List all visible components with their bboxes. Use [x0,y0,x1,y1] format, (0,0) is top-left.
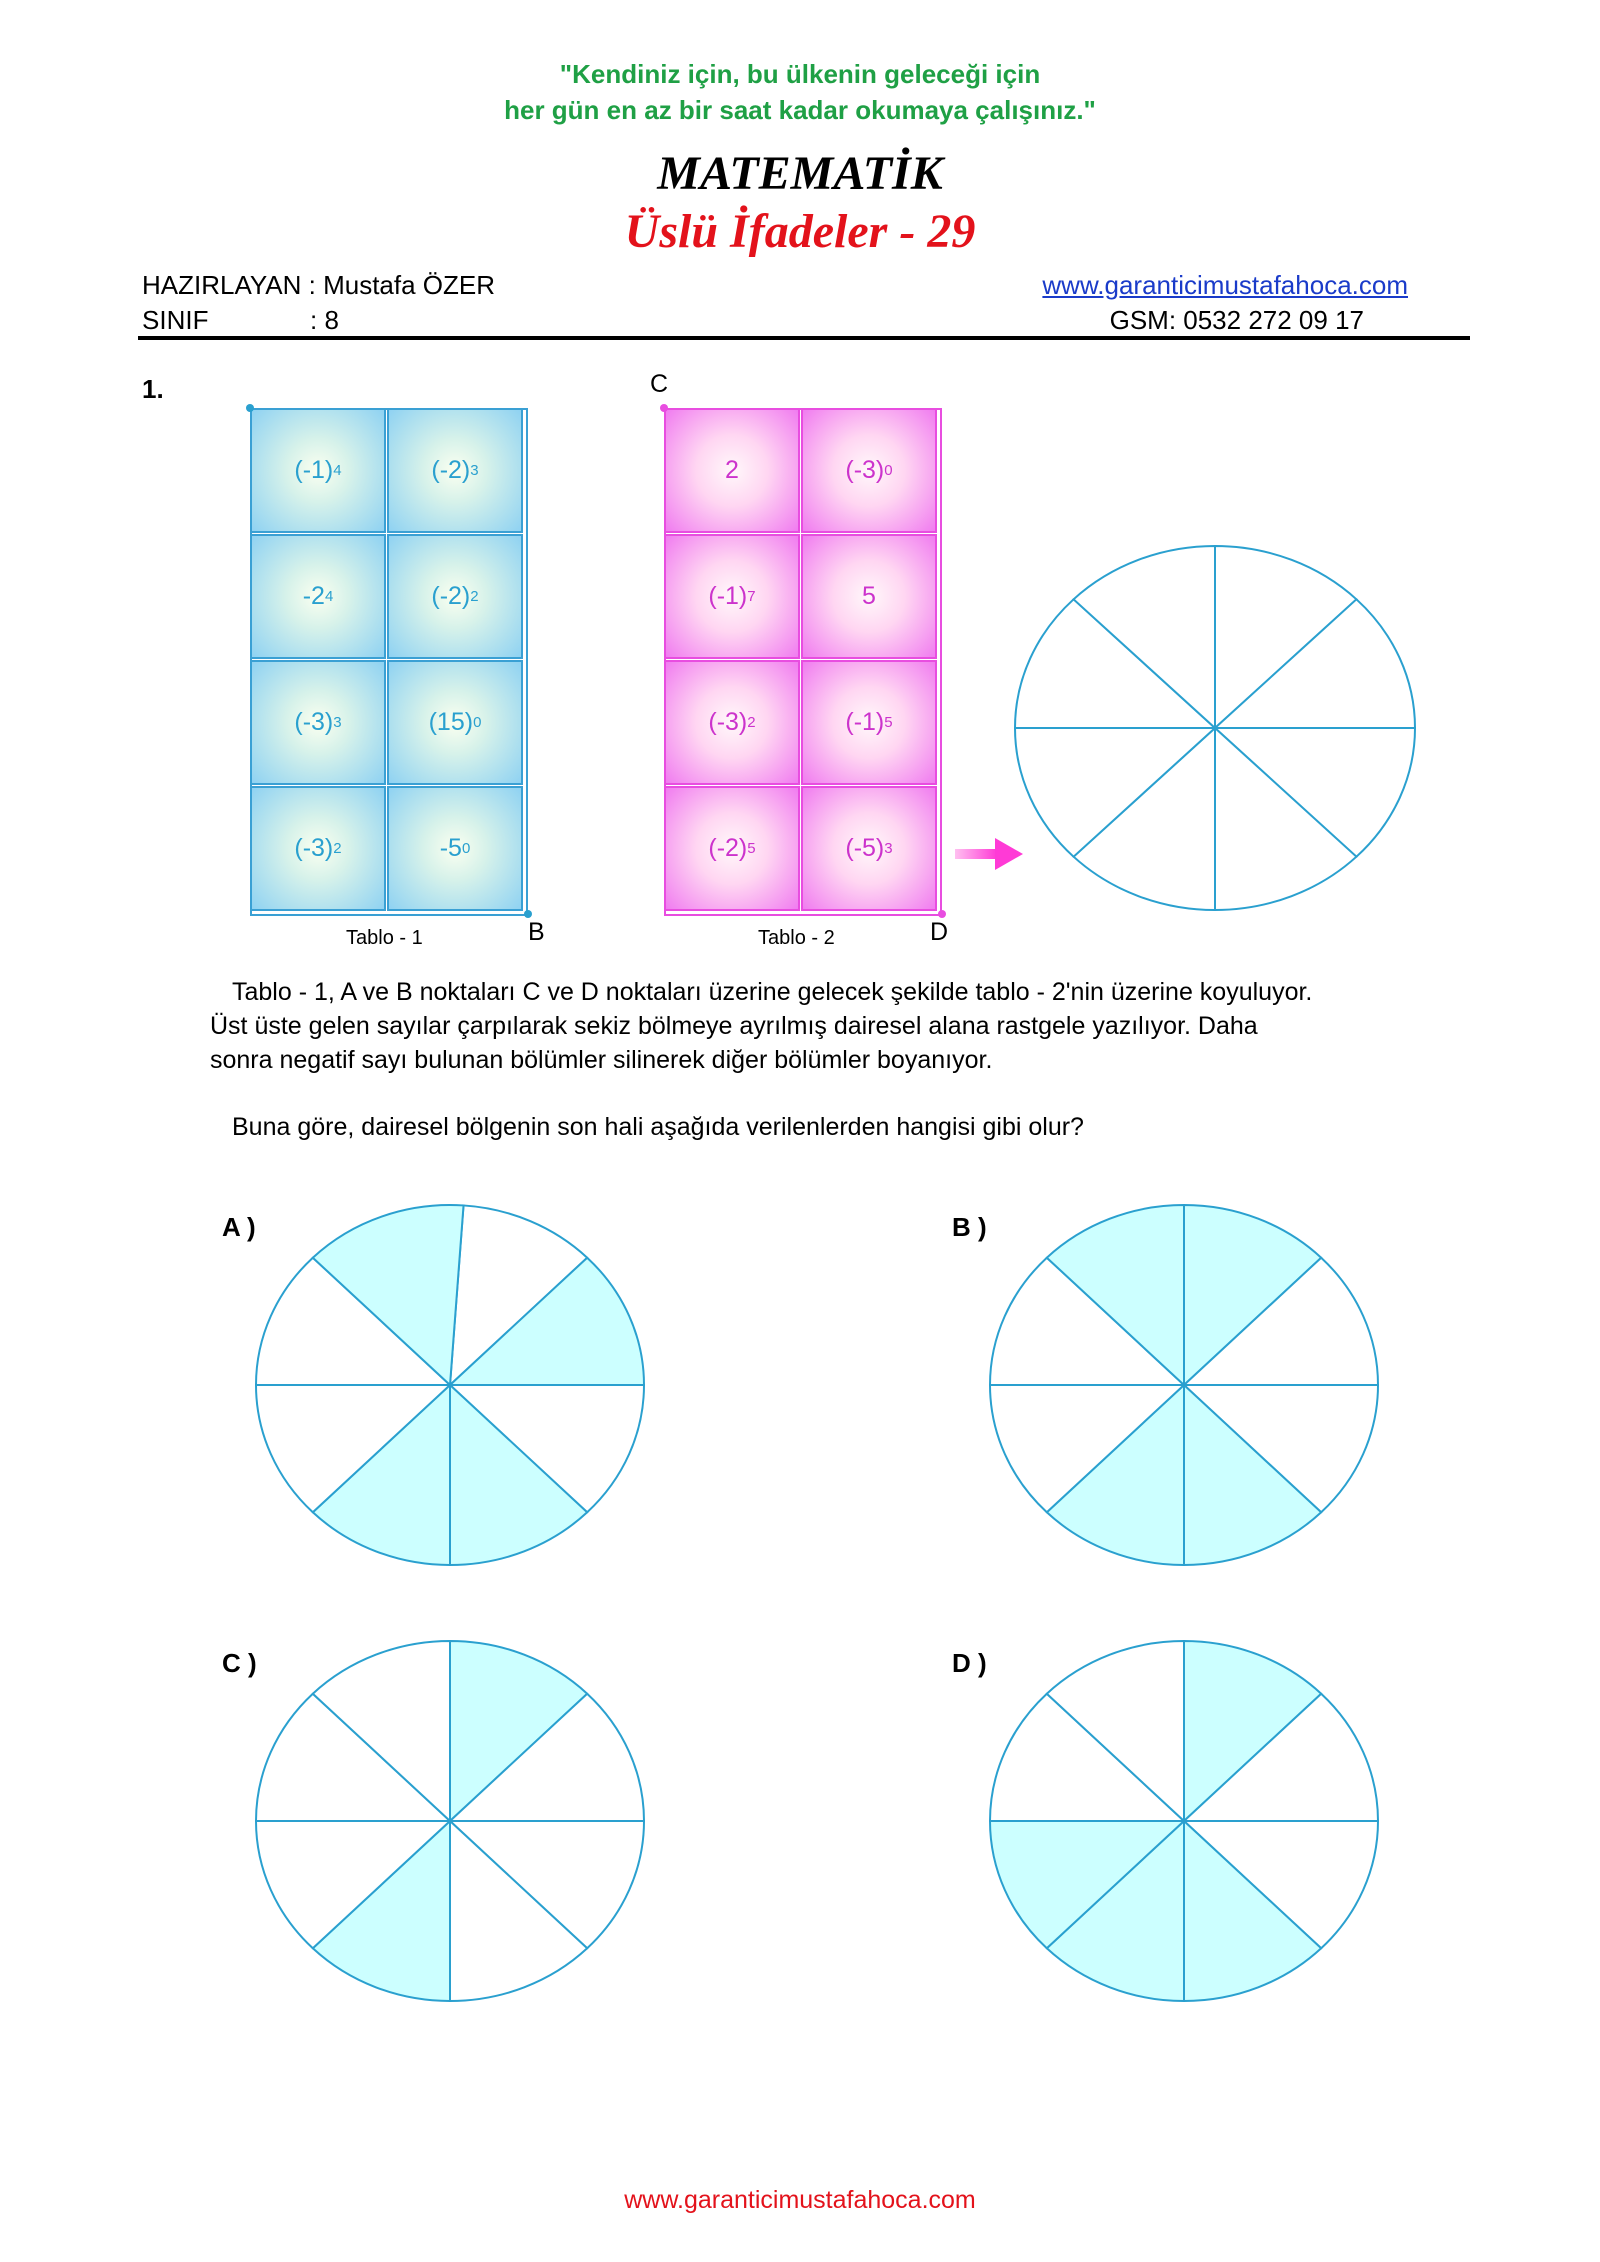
cell-base: (-3) [294,708,334,736]
question-prompt: Buna göre, dairesel bölgenin son hali aşağıda verilenlerden hangisi gibi olur? [232,1113,1084,1141]
subject-title: MATEMATİK [657,147,943,200]
cell-base: 2 [725,456,739,484]
class-value: : 8 [310,305,339,335]
question-text-line-2: Üst üste gelen sayılar çarpılarak sekiz bölmeye ayrılmış dairesel alana rastgele yazılıyor. Daha [210,1012,1258,1040]
cell-exponent: 4 [324,588,334,605]
option-d-label[interactable]: D ) [952,1648,987,1678]
cell-base: (-3) [708,708,748,736]
footer-website: www.garanticimustafahoca.com [624,2186,976,2214]
author-label: HAZIRLAYAN : Mustafa ÖZER [142,270,496,300]
empty-circle-region [1010,542,1420,914]
option-a-circle[interactable] [250,1200,650,1570]
point-c-marker [660,404,668,412]
table-1-cell [250,534,386,659]
cell-base: (-1) [845,708,885,736]
cell-exponent: 2 [333,840,342,857]
point-d-marker [938,910,946,918]
table-2-cell [664,786,800,911]
option-a-label[interactable]: A ) [222,1212,256,1242]
table-1-cell [250,408,386,533]
quote-line-2: her gün en az bir saat kadar okumaya çalışınız." [504,95,1096,125]
table-2-cell [664,408,800,533]
point-b-label: B [528,918,545,946]
table-1-cell [387,660,523,785]
point-b-marker [524,910,532,918]
cell-exponent: 2 [470,588,479,605]
question-text-line-1: Tablo - 1, A ve B noktaları C ve D noktaları üzerine gelecek şekilde tablo - 2'nin üzerine koyuluyor. [232,978,1313,1006]
quote-line-1: "Kendiniz için, bu ülkenin geleceği için [559,59,1041,89]
table-2-cell [801,534,937,659]
cell-exponent: 4 [333,462,342,479]
point-a-marker [246,404,254,412]
website-link[interactable]: www.garanticimustafahoca.com [1042,270,1408,300]
header-divider [138,336,1470,340]
cell-exponent: 0 [461,840,471,857]
cell-exponent: 5 [747,840,756,857]
cell-base: (-3) [845,456,885,484]
table-1-caption: Tablo - 1 [346,927,423,949]
table-1-cell [250,786,386,911]
question-number: 1. [142,374,164,404]
table-2-cell [801,408,937,533]
cell-exponent: 2 [747,714,756,731]
topic-title: Üslü İfadeler - 29 [624,205,976,258]
cell-base: -5 [439,834,462,862]
option-c-circle[interactable] [250,1636,650,2006]
cell-base: (-2) [431,582,471,610]
table-2-cell [801,786,937,911]
cell-base: 5 [862,582,876,610]
option-d-circle[interactable] [984,1636,1384,2006]
point-d-label: D [930,918,949,946]
table-2-cell [801,660,937,785]
class-label: SINIF [142,305,209,335]
table-2 [664,408,942,916]
cell-base: (-5) [845,834,885,862]
point-c-label: C [650,370,669,398]
question-text [210,975,1430,1077]
table-1-cell [387,786,523,911]
table-1-cell [387,534,523,659]
cell-base: (-2) [431,456,471,484]
motto-quote [0,56,1600,128]
option-b-circle[interactable] [984,1200,1384,1570]
table-1-cell [250,660,386,785]
cell-base: (-2) [708,834,748,862]
table-1 [250,408,528,916]
cell-exponent: 0 [884,462,893,479]
phone-number: GSM: 0532 272 09 17 [1109,305,1364,335]
table-2-cell [664,534,800,659]
cell-base: -2 [302,582,325,610]
cell-exponent: 0 [473,714,482,731]
cell-base: (-3) [294,834,334,862]
cell-base: (15) [428,708,474,736]
cell-base: (-1) [294,456,334,484]
table-2-cell [664,660,800,785]
table-1-cell [387,408,523,533]
option-c-label[interactable]: C ) [222,1648,257,1678]
table-2-caption: Tablo - 2 [758,927,835,949]
cell-exponent: 3 [470,462,479,479]
cell-exponent: 3 [333,714,342,731]
question-text-line-3: sonra negatif sayı bulunan bölümler silinerek diğer bölümler boyanıyor. [210,1046,993,1074]
cell-exponent: 5 [884,714,893,731]
option-b-label[interactable]: B ) [952,1212,987,1242]
cell-exponent: 7 [747,588,756,605]
cell-base: (-1) [708,582,748,610]
cell-exponent: 3 [884,840,893,857]
